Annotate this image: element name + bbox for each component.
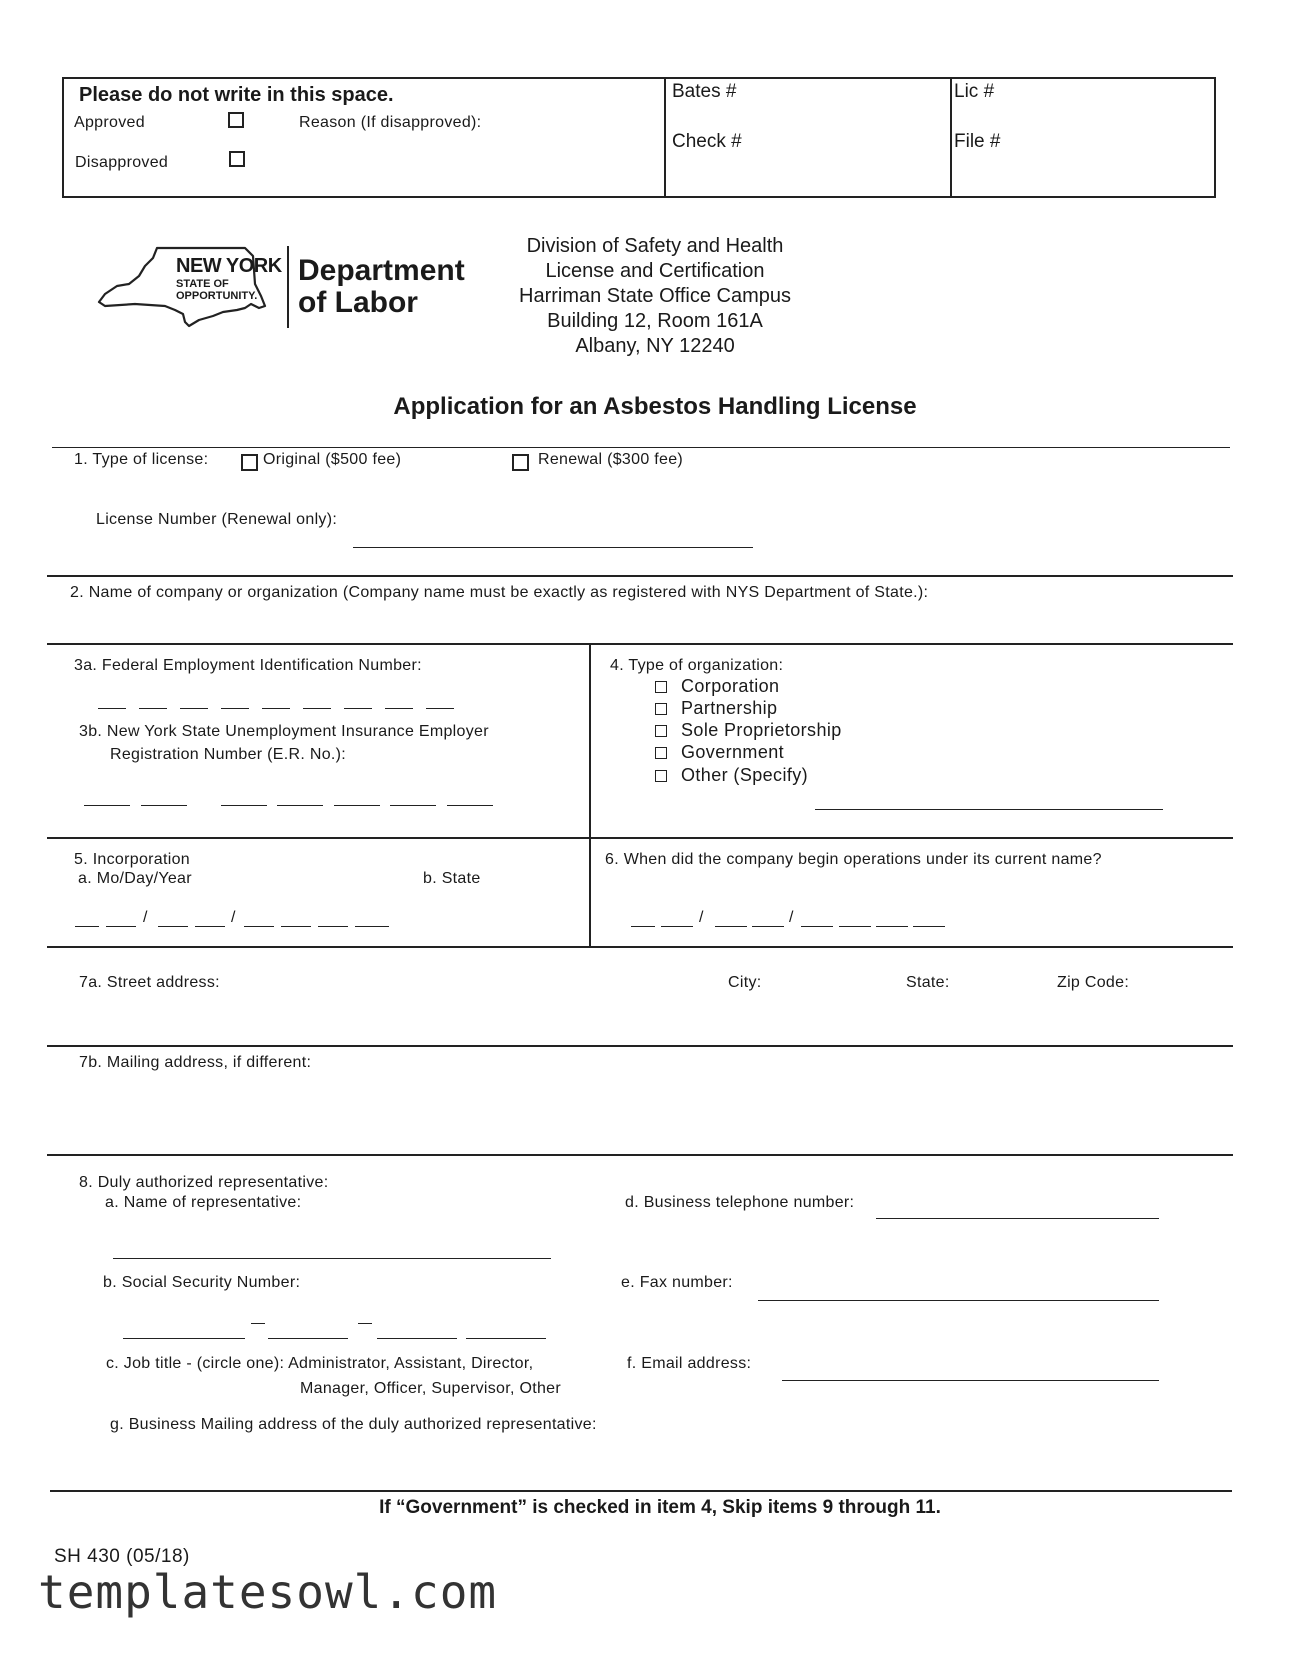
address-line-3: Harriman State Office Campus [519, 285, 791, 307]
org-corporation-checkbox[interactable] [655, 681, 667, 693]
item8a-label: a. Name of representative: [105, 1194, 302, 1211]
inc-year-2[interactable] [281, 926, 311, 927]
ops-year-3[interactable] [876, 926, 908, 927]
fein-digit-3[interactable] [180, 708, 208, 709]
original-license-label: Original ($500 fee) [263, 451, 402, 468]
fein-digit-7[interactable] [344, 708, 372, 709]
logo-state-of: STATE OF [176, 278, 229, 290]
org-sole-proprietorship-label: Sole Proprietorship [681, 720, 842, 740]
logo-divider [287, 246, 289, 328]
item6-label: 6. When did the company begin operations under its current name? [605, 851, 1102, 868]
fax-number-field[interactable] [758, 1300, 1159, 1301]
mailing-address-label: 7b. Mailing address, if different: [79, 1054, 312, 1071]
item8e-label: e. Fax number: [621, 1274, 733, 1291]
org-other-checkbox[interactable] [655, 770, 667, 782]
divider-title [52, 447, 1230, 448]
ops-day-2[interactable] [752, 926, 784, 927]
ops-date-separator-2: / [789, 909, 794, 926]
item8b-label: b. Social Security Number: [103, 1274, 301, 1291]
inc-month-1[interactable] [75, 926, 99, 927]
org-corporation-label: Corporation [681, 676, 780, 696]
ops-date-separator-1: / [699, 909, 704, 926]
org-government-label: Government [681, 742, 785, 762]
city-label: City: [728, 974, 762, 991]
ops-month-2[interactable] [661, 926, 693, 927]
representative-name-field[interactable] [113, 1258, 551, 1259]
license-number-field[interactable] [353, 547, 753, 548]
address-line-4: Building 12, Room 161A [547, 310, 763, 332]
license-number-label: License Number (Renewal only): [96, 511, 338, 528]
check-label: Check # [672, 131, 742, 152]
address-block [500, 234, 810, 359]
approved-label: Approved [74, 114, 145, 131]
form-id: SH 430 (05/18) [54, 1546, 190, 1567]
fein-digit-1[interactable] [98, 708, 126, 709]
ssn-field-1[interactable] [123, 1338, 245, 1339]
watermark: templatesowl.com [38, 1565, 498, 1619]
item8f-label: f. Email address: [627, 1355, 752, 1372]
org-sole-proprietorship-checkbox[interactable] [655, 725, 667, 737]
er-number-field-3[interactable] [221, 805, 267, 806]
er-number-field-7[interactable] [447, 805, 493, 806]
ssn-dash-2 [358, 1323, 372, 1324]
renewal-license-checkbox[interactable] [512, 454, 529, 471]
fein-digit-9[interactable] [426, 708, 454, 709]
ops-year-1[interactable] [801, 926, 833, 927]
divider-item7b [47, 1045, 1233, 1047]
item8c-label-1: c. Job title - (circle one): Administrator, Assistant, Director, [106, 1355, 534, 1372]
lic-label: Lic # [954, 81, 995, 102]
divider-item3 [47, 643, 1233, 645]
logo-new-york: NEW YORK [176, 255, 282, 277]
org-partnership-checkbox[interactable] [655, 703, 667, 715]
org-other-specify-field[interactable] [815, 809, 1163, 810]
item1-label: 1. Type of license: [74, 451, 209, 468]
ssn-dash-1 [251, 1323, 265, 1324]
office-box-divider-1 [664, 77, 666, 198]
approved-checkbox[interactable] [228, 112, 244, 128]
inc-date-separator-2: / [231, 909, 236, 926]
item3b-label-1: 3b. New York State Unemployment Insurance Employer [79, 723, 489, 740]
item4-label: 4. Type of organization: [610, 657, 784, 674]
page-title: Application for an Asbestos Handling License [393, 393, 917, 420]
office-box-divider-2 [950, 77, 952, 198]
fein-digit-2[interactable] [139, 708, 167, 709]
item8c-label-2: Manager, Officer, Supervisor, Other [300, 1380, 561, 1397]
item2-label: 2. Name of company or organization (Company name must be exactly as registered with NYS Department of State.): [70, 584, 929, 601]
org-government-checkbox[interactable] [655, 747, 667, 759]
ssn-field-2[interactable] [268, 1338, 348, 1339]
address-line-5: Albany, NY 12240 [575, 335, 735, 357]
er-number-field-6[interactable] [390, 805, 436, 806]
divider-item8 [47, 1154, 1233, 1156]
inc-year-3[interactable] [318, 926, 348, 927]
state-label: State: [906, 974, 950, 991]
inc-day-2[interactable] [195, 926, 225, 927]
er-number-field-2[interactable] [141, 805, 187, 806]
item5-label: 5. Incorporation [74, 851, 190, 868]
er-number-field-1[interactable] [84, 805, 130, 806]
original-license-checkbox[interactable] [241, 454, 258, 471]
inc-month-2[interactable] [106, 926, 136, 927]
item8g-label: g. Business Mailing address of the duly authorized representative: [110, 1416, 597, 1433]
inc-year-4[interactable] [355, 926, 389, 927]
item5a-label: a. Mo/Day/Year [78, 870, 192, 887]
ssn-field-4[interactable] [466, 1338, 546, 1339]
bates-label: Bates # [672, 81, 737, 102]
ops-month-1[interactable] [631, 926, 655, 927]
item8d-label: d. Business telephone number: [625, 1194, 855, 1211]
skip-notice: If “Government” is checked in item 4, Skip items 9 through 11. [379, 1497, 941, 1518]
ops-year-4[interactable] [913, 926, 945, 927]
er-number-field-4[interactable] [277, 805, 323, 806]
divider-item7 [47, 946, 1233, 948]
street-address-label: 7a. Street address: [79, 974, 220, 991]
address-line-1: Division of Safety and Health [526, 235, 784, 257]
business-telephone-field[interactable] [876, 1218, 1159, 1219]
disapproved-checkbox[interactable] [229, 151, 245, 167]
fein-digit-4[interactable] [221, 708, 249, 709]
fein-digit-8[interactable] [385, 708, 413, 709]
divider-notice [50, 1490, 1232, 1492]
er-number-field-5[interactable] [334, 805, 380, 806]
office-box-heading: Please do not write in this space. [79, 84, 394, 106]
item8-label: 8. Duly authorized representative: [79, 1174, 329, 1191]
file-label: File # [954, 131, 1001, 152]
inc-year-1[interactable] [244, 926, 274, 927]
item5b-label: b. State [423, 870, 481, 887]
divider-vertical-3-4 [589, 643, 591, 948]
ssn-field-3[interactable] [377, 1338, 457, 1339]
inc-date-separator-1: / [143, 909, 148, 926]
reason-label: Reason (If disapproved): [299, 114, 482, 131]
divider-item5 [47, 837, 1233, 839]
ops-year-2[interactable] [839, 926, 871, 927]
logo-department: Department [298, 254, 465, 287]
divider-item2 [47, 575, 1233, 577]
item3b-label-2: Registration Number (E.R. No.): [110, 746, 347, 763]
logo-opportunity: OPPORTUNITY. [176, 290, 258, 302]
email-address-field[interactable] [782, 1380, 1159, 1381]
ops-day-1[interactable] [715, 926, 747, 927]
address-line-2: License and Certification [545, 260, 765, 282]
org-other-label: Other (Specify) [681, 765, 809, 785]
logo-of-labor: of Labor [298, 286, 418, 319]
renewal-license-label: Renewal ($300 fee) [538, 451, 684, 468]
disapproved-label: Disapproved [75, 154, 169, 171]
fein-digit-6[interactable] [303, 708, 331, 709]
item3a-label: 3a. Federal Employment Identification Number: [74, 657, 422, 674]
org-partnership-label: Partnership [681, 698, 778, 718]
inc-day-1[interactable] [158, 926, 188, 927]
zip-code-label: Zip Code: [1057, 974, 1130, 991]
fein-digit-5[interactable] [262, 708, 290, 709]
